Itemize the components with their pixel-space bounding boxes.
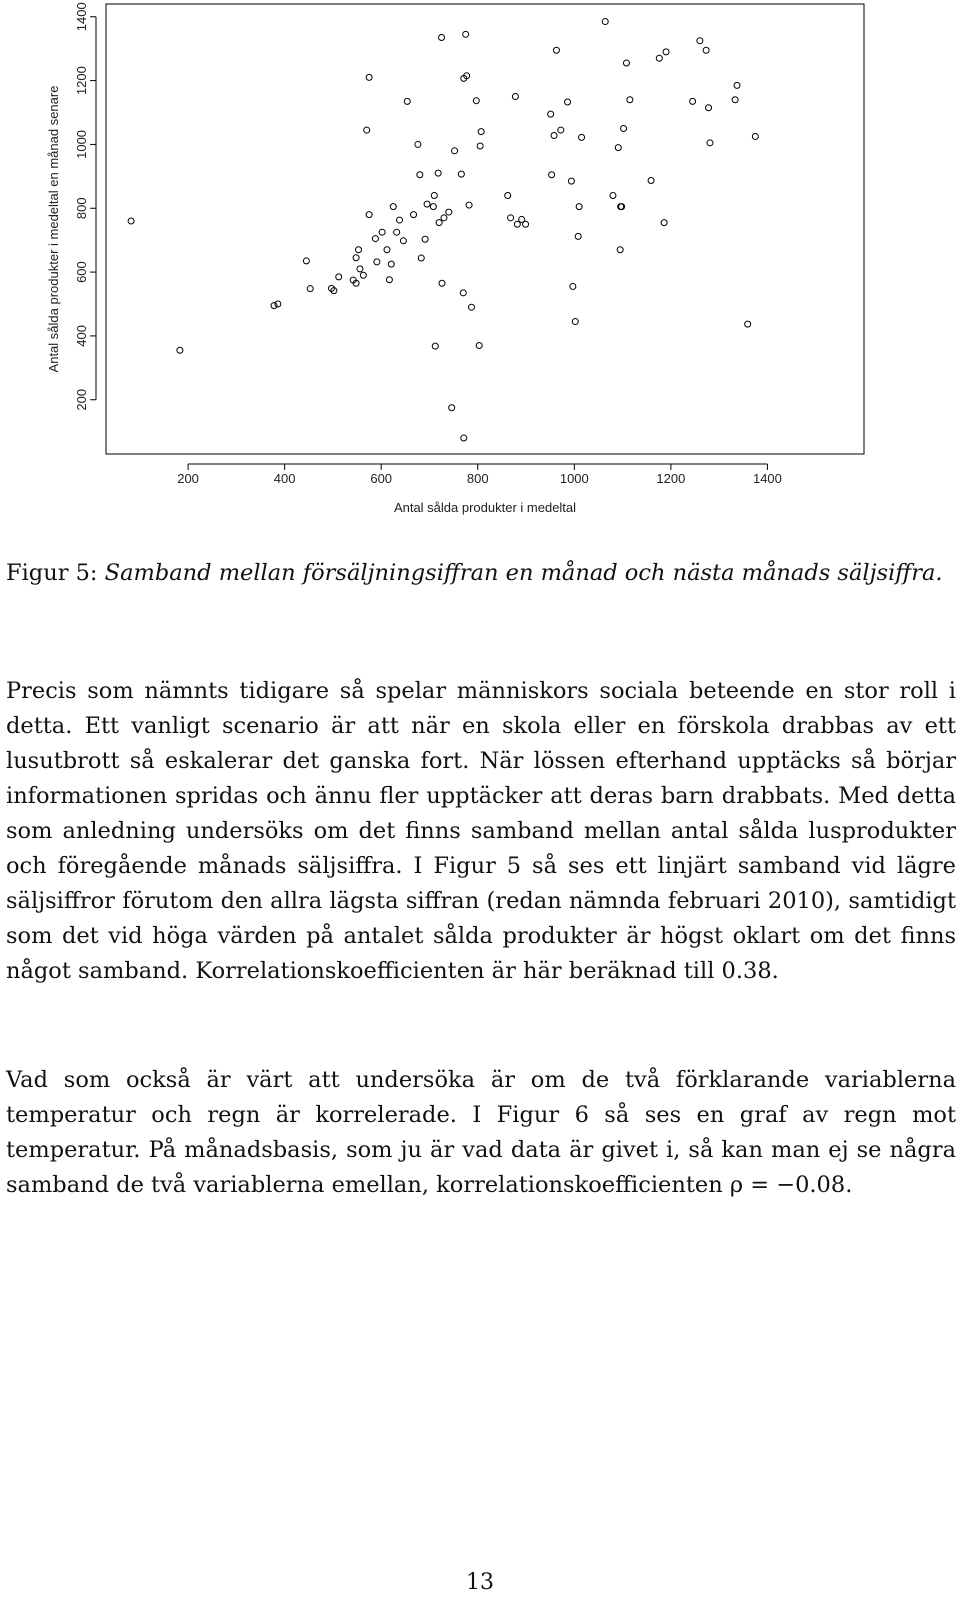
- y-tick-label: 1200: [74, 66, 89, 96]
- data-point: [579, 134, 585, 140]
- x-tick-label: 200: [177, 471, 199, 486]
- x-tick-label: 1000: [559, 471, 589, 486]
- data-point: [394, 229, 400, 235]
- data-point: [417, 172, 423, 178]
- page-number: 13: [466, 1570, 494, 1595]
- data-point: [386, 277, 392, 283]
- data-point: [404, 98, 410, 104]
- x-axis: [177, 464, 782, 486]
- data-point: [374, 259, 380, 265]
- data-point: [400, 238, 406, 244]
- data-point: [422, 236, 428, 242]
- data-point: [271, 303, 277, 309]
- data-point: [452, 148, 458, 154]
- data-point: [388, 261, 394, 267]
- data-point: [570, 283, 576, 289]
- data-point: [303, 258, 309, 264]
- data-point: [432, 343, 438, 349]
- data-point: [576, 204, 582, 210]
- data-point: [697, 38, 703, 44]
- data-point: [418, 255, 424, 261]
- data-point: [706, 105, 712, 111]
- data-point: [366, 74, 372, 80]
- data-point: [514, 221, 520, 227]
- data-point: [568, 178, 574, 184]
- data-point: [508, 215, 514, 221]
- data-point: [356, 247, 362, 253]
- data-point: [460, 290, 466, 296]
- data-point: [307, 286, 313, 292]
- data-point: [752, 133, 758, 139]
- body-paragraph: Vad som också är värt att undersöka är om de två förklarande variablerna temperatur och regn är korrelerade. I Figur 6 så ses en graf av regn mot temperatur. På månadsbasis, som ju är vad data är givet i, så kan man ej se några samband de två variablerna emellan, korrelationskoefficienten ρ = −0.08.: [6, 1067, 956, 1198]
- data-point: [623, 60, 629, 66]
- data-point: [745, 321, 751, 327]
- caption-label: Figur 5:: [6, 560, 98, 586]
- data-point: [353, 255, 359, 261]
- data-point: [461, 435, 467, 441]
- data-point: [565, 99, 571, 105]
- data-point: [512, 94, 518, 100]
- data-point: [602, 19, 608, 25]
- data-point: [468, 304, 474, 310]
- x-tick-label: 600: [370, 471, 393, 486]
- data-point: [431, 192, 437, 198]
- y-tick-label: 1000: [74, 129, 89, 159]
- data-points: [128, 19, 758, 441]
- plot-frame: [106, 4, 864, 454]
- y-tick-label: 800: [74, 197, 89, 220]
- scatter-plot: [0, 0, 960, 530]
- data-point: [458, 171, 464, 177]
- data-point: [360, 272, 366, 278]
- data-point: [397, 217, 403, 223]
- x-tick-label: 1200: [656, 471, 686, 486]
- data-point: [610, 192, 616, 198]
- data-point: [439, 35, 445, 41]
- data-point: [621, 125, 627, 131]
- data-point: [656, 55, 662, 61]
- data-point: [663, 49, 669, 55]
- x-axis-label: Antal sålda produkter i medeltal: [393, 500, 577, 515]
- data-point: [478, 129, 484, 135]
- data-point: [411, 212, 417, 218]
- y-tick-label: 1400: [74, 2, 89, 32]
- data-point: [553, 47, 559, 53]
- data-point: [435, 170, 441, 176]
- data-point: [415, 141, 421, 147]
- y-tick-label: 400: [74, 325, 89, 347]
- data-point: [615, 145, 621, 151]
- x-tick-label: 400: [273, 471, 296, 486]
- data-point: [336, 274, 342, 280]
- x-tick-label: 1400: [752, 471, 782, 486]
- x-tick-label: 800: [466, 471, 489, 486]
- data-point: [364, 127, 370, 133]
- data-point: [707, 140, 713, 146]
- data-point: [477, 143, 483, 149]
- data-point: [439, 280, 445, 286]
- data-point: [128, 218, 134, 224]
- y-axis: [74, 2, 96, 410]
- y-tick-label: 200: [74, 388, 89, 411]
- data-point: [449, 405, 455, 411]
- data-point: [372, 236, 378, 242]
- data-point: [424, 201, 430, 207]
- data-point: [390, 204, 396, 210]
- data-point: [732, 97, 738, 103]
- y-axis-label: Antal sålda produkter i medeltal en månad senare: [46, 85, 61, 373]
- caption-text: Samband mellan försäljningsiffran en månad och nästa månads säljsiffra.: [104, 560, 943, 586]
- data-point: [436, 220, 442, 226]
- data-point: [466, 202, 472, 208]
- data-point: [476, 342, 482, 348]
- data-point: [384, 247, 390, 253]
- data-point: [473, 98, 479, 104]
- data-point: [648, 177, 654, 183]
- body-paragraph: Precis som nämnts tidigare så spelar människors sociala beteende en stor roll i detta. Ett vanligt scenario är att när en skola eller en förskola drabbas av ett lusutbrott så eskalerar det ganska fort. När lössen efterhand upptäcks så börjar informationen spridas och ännu fler upptäcker att deras barn drabbats. Med detta som anledning undersöks om det finns samband mellan antal sålda lusprodukter och föregående månads säljsiffra. I Figur 5 så ses ett linjärt samband vid lägre säljsiffror förutom den allra lägsta siffran (redan nämnda februari 2010), samtidigt som det vid höga värden på antalet sålda produkter är högst oklart om det finns något samband. Korrelationskoefficienten är här beräknad till 0.38.: [6, 678, 956, 984]
- data-point: [549, 172, 555, 178]
- data-point: [177, 347, 183, 353]
- data-point: [463, 31, 469, 37]
- data-point: [366, 212, 372, 218]
- data-point: [572, 319, 578, 325]
- data-point: [617, 247, 623, 253]
- data-point: [558, 127, 564, 133]
- data-point: [379, 229, 385, 235]
- data-point: [548, 111, 554, 117]
- data-point: [523, 221, 529, 227]
- data-point: [661, 220, 667, 226]
- data-point: [575, 233, 581, 239]
- data-point: [703, 47, 709, 53]
- data-point: [734, 82, 740, 88]
- data-point: [690, 98, 696, 104]
- data-point: [505, 192, 511, 198]
- data-point: [441, 215, 447, 221]
- data-point: [357, 266, 363, 272]
- data-point: [551, 132, 557, 138]
- data-point: [446, 209, 452, 215]
- data-point: [430, 204, 436, 210]
- figure-caption: [6, 556, 956, 591]
- data-point: [275, 301, 281, 307]
- y-tick-label: 600: [74, 261, 89, 283]
- data-point: [627, 97, 633, 103]
